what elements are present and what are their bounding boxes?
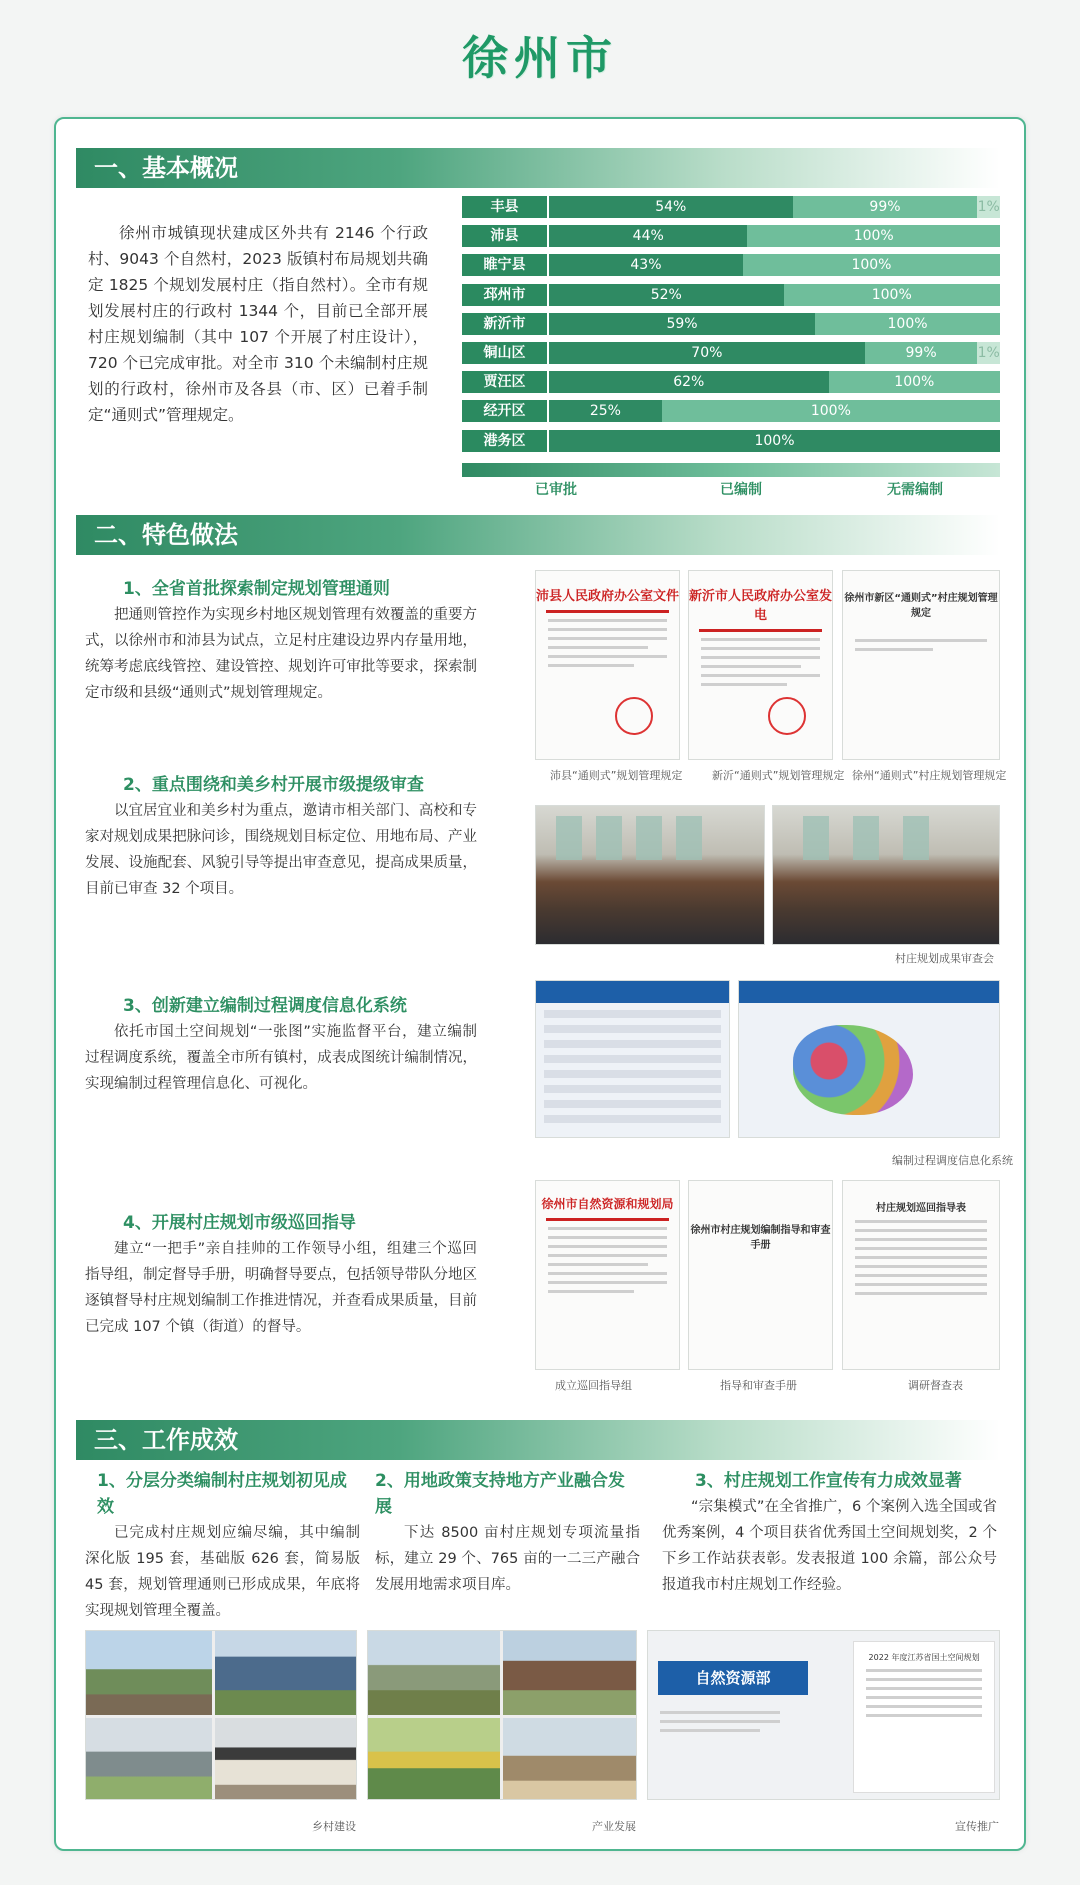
doc-image-manual [688,1180,833,1370]
caption-xuzhou: 徐州“通则式”村庄规划管理规定 [852,769,1007,782]
doc-head-xuzhou: 徐州市新区“通则式”村庄规划管理规定 [844,593,998,619]
s3-item3-body: “宗集模式”在全省推广，6 个案例入选全国或省优秀案例，4 个项目获省优秀国土空间规划奖，2 个下乡工作站获表彰。发表报道 100 余篇，部公众号报道我市村庄规划工作经验。 [662,1499,997,1593]
divider [546,1218,669,1221]
chart-bar-track [549,400,1000,422]
s2-item3-body: 依托市国土空间规划“一张图”实施监督平台，建立编制过程调度系统，覆盖全市所有镇村，成表成图统计编制情况，实现编制过程管理信息化、可视化。 [85,1024,477,1092]
bar-segment-approved: 44% [549,225,747,247]
page-title: 徐州市 [462,31,618,85]
award-doc-title: 2022 年度江苏省国土空间规划 [868,1653,980,1662]
chart-row [462,342,1000,364]
chart-category-label: 邳州市 [462,284,547,306]
legend-compiled: 已编制 [720,482,762,498]
chart-row [462,371,1000,393]
s3-item3-title: 3、村庄规划工作宣传有力成效显著 [695,1471,962,1491]
chart-row [462,254,1000,276]
meeting-photo-2 [772,805,1000,945]
seal-icon [615,697,653,735]
chart-category-label: 新沂市 [462,313,547,335]
s2-item1-body: 把通则管控作为实现乡村地区规划管理有效覆盖的重要方式，以徐州市和沛县为试点，立足村庄建设边界内存量用地，统筹考虑底线管控、建设管控、规划许可审批等要求，探索制定市级和县级“通则式”规划管理规定。 [85,607,477,701]
s3-item2-body: 下达 8500 亩村庄规划专项流量指标，建立 29 个、765 亩的一二三产融合发展用地需求项目库。 [375,1525,640,1593]
caption-xinyi: 新沂“通则式”规划管理规定 [712,769,845,782]
photo-village-collage [85,1630,357,1800]
chart-category-label: 沛县 [462,225,547,247]
bar-segment-compiled: 100% [747,225,1000,247]
bar-segment-compiled: 100% [829,371,1000,393]
chart-bar-track [549,371,1000,393]
bar-segment-not-needed: 1% [977,196,1000,218]
bar-segment-approved: 25% [549,400,662,422]
chart-row [462,313,1000,335]
chart-bar-track [549,225,1000,247]
s2-item2-body: 以宜居宜业和美乡村为重点，邀请市相关部门、高校和专家对规划成果把脉问诊，围绕规划目标定位、用地布局、产业发展、设施配套、风貌引导等提出审查意见，提高成果质量，目前已审查 32 个项目。 [85,803,477,897]
section1-header: 一、基本概况 [76,148,1000,188]
bar-segment-compiled: 99% [793,196,978,218]
s2-item4-title: 4、开展村庄规划市级巡回指导 [123,1213,356,1233]
bar-segment-approved: 54% [549,196,793,218]
chart-category-label: 贾汪区 [462,371,547,393]
ministry-banner: 自然资源部 [658,1661,808,1695]
system-screenshot-table [535,980,730,1138]
s2-item3-title: 3、创新建立编制过程调度信息化系统 [123,996,407,1016]
chart-row [462,284,1000,306]
caption-review-meeting: 村庄规划成果审查会 [895,952,994,965]
bar-segment-approved: 59% [549,313,815,335]
system-screenshot-map [738,980,1000,1138]
caption-info-system: 编制过程调度信息化系统 [892,1154,1013,1167]
chart-bar-track [549,196,1000,218]
bar-segment-compiled: 100% [662,400,1000,422]
bar-segment-approved: 52% [549,284,784,306]
map-graphic [793,1025,913,1115]
bar-segment-compiled: 100% [815,313,1000,335]
doc-head-manual: 徐州市村庄规划编制指导和审查手册 [690,1225,831,1251]
bar-segment-approved: 62% [549,371,829,393]
photo-industry-collage [367,1630,637,1800]
chart-category-label: 经开区 [462,400,547,422]
bar-segment-approved: 43% [549,254,743,276]
bar-segment-compiled: 100% [743,254,1000,276]
doc-image-bureau [535,1180,680,1370]
photo-publicity-collage [647,1630,1000,1800]
chart-category-label: 铜山区 [462,342,547,364]
s3-item1-title: 1、分层分类编制村庄规划初见成效 [97,1471,347,1517]
caption-guidance-group: 成立巡回指导组 [555,1379,632,1392]
chart-row [462,400,1000,422]
s2-item2-title: 2、重点围绕和美乡村开展市级提级审查 [123,775,424,795]
caption-village-construction: 乡村建设 [312,1820,356,1833]
section1-text: 徐州市城镇现状建成区外共有 2146 个行政村、9043 个自然村，2023 版镇村布局规划共确定 1825 个规划发展村庄（指自然村）。全市有规划发展村庄的行政村 1344 个，目前已全部开展村庄规划编制（其中 107 个开展了村庄设计），720 个已完成审批。对全市 310 个未编制村庄规划的行政村，徐州市及各县（市、区）已着手制定“通则式”管理规定。 [88,224,428,424]
chart-category-label: 丰县 [462,196,547,218]
chart-bar-track [549,342,1000,364]
s3-item2-title: 2、用地政策支持地方产业融合发展 [375,1471,625,1517]
doc-image-peixian [535,570,680,760]
doc-head-bureau: 徐州市自然资源和规划局 [541,1197,674,1211]
chart-row [462,430,1000,452]
caption-form: 调研督查表 [908,1379,963,1392]
chart-bar-track [549,284,1000,306]
bar-segment-not-needed: 1% [977,342,1000,364]
caption-industry: 产业发展 [592,1820,636,1833]
section3-header: 三、工作成效 [76,1420,1000,1460]
s3-item1-body: 已完成村庄规划应编尽编，其中编制深化版 195 套，基础版 626 套，简易版 45 套，规划管理通则已形成成果，年底将实现规划管理全覆盖。 [85,1525,360,1619]
doc-image-xinyi [688,570,833,760]
divider [546,610,669,613]
doc-head-peixian: 沛县人民政府办公室文件 [536,589,680,604]
doc-image-xuzhou [842,570,1000,760]
section2-header: 二、特色做法 [76,515,1000,555]
caption-publicity: 宣传推广 [955,1820,999,1833]
doc-image-form [842,1180,1000,1370]
legend-not-needed: 无需编制 [887,482,943,498]
bar-segment-approved: 100% [549,430,1000,452]
legend-approved: 已审批 [535,482,577,498]
doc-head-form: 村庄规划巡回指导表 [876,1203,966,1214]
chart-category-label: 港务区 [462,430,547,452]
seal-icon [768,697,806,735]
chart-legend-bar [462,463,1000,477]
divider [699,629,822,632]
chart-bar-track [549,313,1000,335]
chart-bar-track [549,430,1000,452]
s2-item1-title: 1、全省首批探索制定规划管理通则 [123,579,390,599]
bar-segment-approved: 70% [549,342,865,364]
chart-row [462,225,1000,247]
chart-category-label: 睢宁县 [462,254,547,276]
bar-segment-compiled: 100% [784,284,1000,306]
chart-row [462,196,1000,218]
caption-manual: 指导和审查手册 [720,1379,797,1392]
meeting-photo-1 [535,805,765,945]
caption-peixian: 沛县“通则式”规划管理规定 [550,769,683,782]
bar-segment-compiled: 99% [865,342,978,364]
s2-item4-body: 建立“一把手”亲自挂帅的工作领导小组，组建三个巡回指导组，制定督导手册，明确督导要点，包括领导带队分地区逐镇督导村庄规划编制工作推进情况，并查看成果质量，目前已完成 107 个镇（街道）的督导。 [85,1241,477,1335]
doc-head-xinyi: 新沂市人民政府办公室发电 [689,589,833,623]
chart-bar-track [549,254,1000,276]
